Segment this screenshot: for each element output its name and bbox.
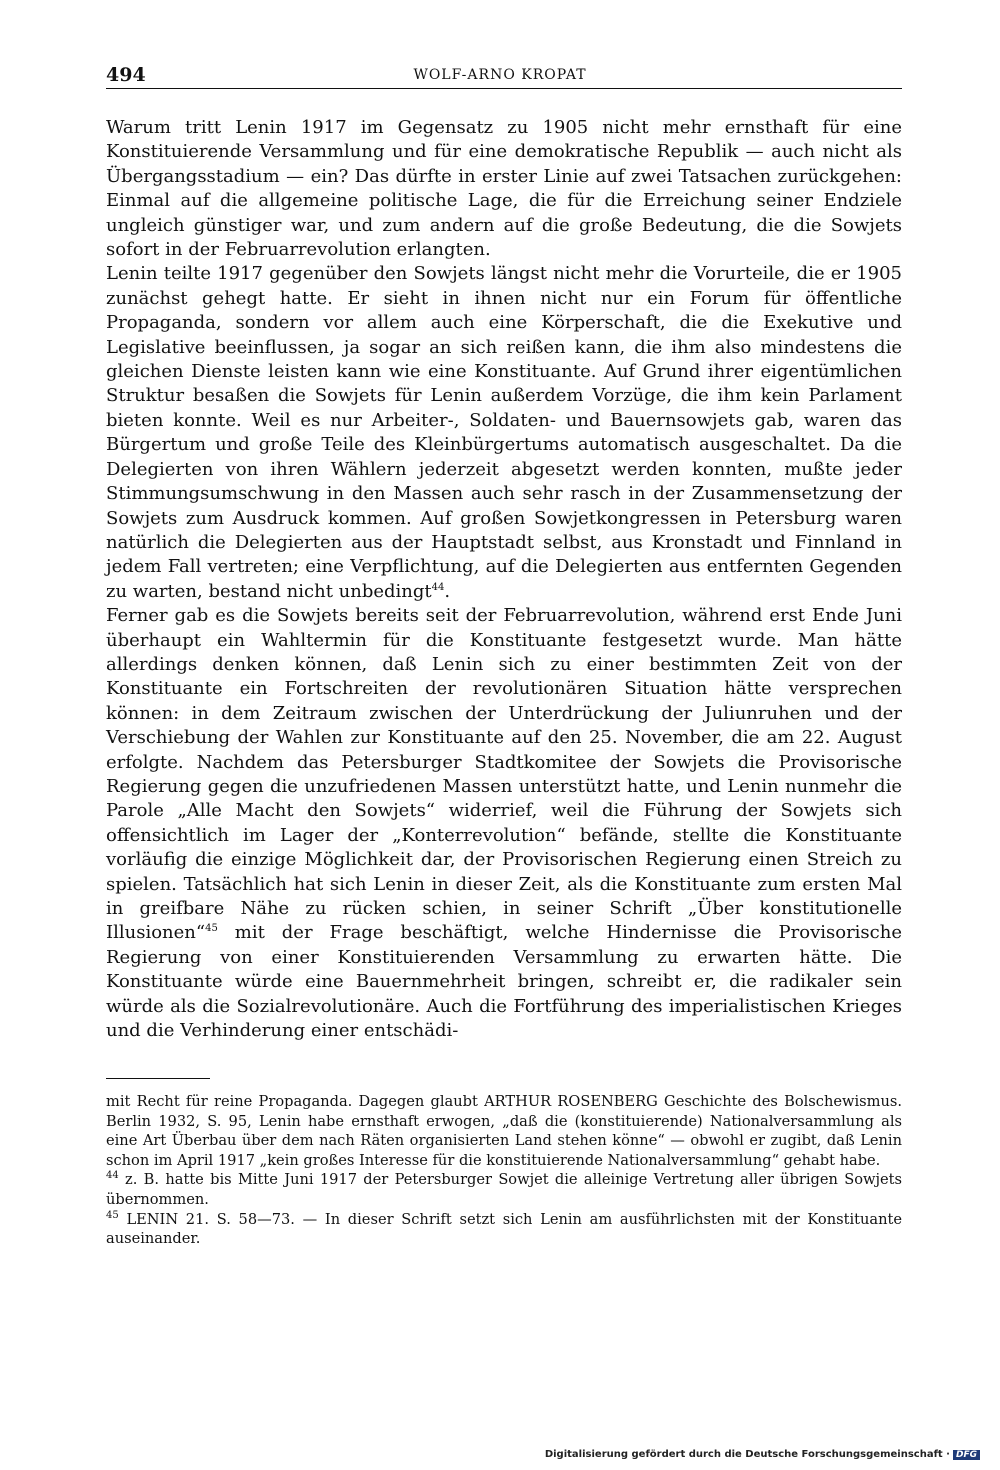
body-text [106, 116, 902, 1043]
header-rule [106, 88, 902, 89]
digitization-credit: Digitalisierung gefördert durch die Deutsche Forschungsgemeinschaft · DFG [545, 1449, 980, 1460]
dfg-logo-icon: DFG [953, 1450, 980, 1460]
paragraph: Warum tritt Lenin 1917 im Gegensatz zu 1905 nicht mehr ernsthaft für eine Konstituierende Versammlung und für eine demokratische Republik — auch nicht als Übergangsstadium — ein? Das dürfte in erster Linie auf zwei Tatsachen zurückgehen: Einmal auf die allgemeine politische Lage, die für die Erreichung seiner Endziele ungleich günstiger war, und zum andern auf die große Bedeutung, die die Sowjets sofort in der Februarrevolution erlangten. [106, 117, 902, 261]
footnote-ref-44[interactable]: 44 [431, 581, 445, 593]
page-number: 494 [106, 64, 146, 86]
footnote-ref-45[interactable]: 45 [205, 923, 218, 935]
footnote-45: $^{45}$ LENIN 21. S. 58—73. — In dieser Schrift setzt sich Lenin am ausführlichsten mit der Konstituante auseinander. [106, 1209, 902, 1248]
footnotes [106, 1092, 902, 1249]
paragraph: Lenin teilte 1917 gegenüber den Sowjets längst nicht mehr die Vorurteile, die er 1905 zunächst gehegt hatte. Er sieht in ihnen nicht nur ein Forum für öffentliche Propaganda, sondern vor allem auch eine Körperschaft, die die Exekutive und Legislative beeinflussen, ja sogar an sich reißen kann, die ihm also mindestens die gleichen Dienste leisten kann wie eine Konstituante. Auf Grund ihrer eigentümlichen Struktur besaßen die Sowjets für Lenin außerdem Vorzüge, die ihm kein Parlament bieten konnte. Weil es nur Arbeiter-, Soldaten- und Bauernsowjets gab, waren das Bürgertum und große Teile des Kleinbürgertums automatisch ausgeschaltet. Da die Delegierten von ihren Wählern jederzeit abgesetzt werden konnten, mußte jeder Stimmungsumschwung in den Massen auch sehr rasch in der Zusammensetzung der Sowjets zum Ausdruck kommen. Auf großen Sowjetkongressen in Petersburg waren natürlich die Delegierten aus der Hauptstadt selbst, aus Kronstadt und Finnland in jedem Fall vertreten; eine Verpflichtung, auf die Delegierten aus entfernten Gegenden zu warten, bestand nicht unbedingt$^{44}$. [106, 263, 902, 602]
paragraph: Ferner gab es die Sowjets bereits seit der Februarrevolution, während erst Ende Juni überhaupt ein Wahltermin für die Konstituante festgesetzt wurde. Man hätte allerdings denken können, daß Lenin sich zu einer bestimmten Zeit von der Konstituante ein Fortschreiten der revolutionären Situation hätte versprechen können: in dem Zeitraum zwischen der Unterdrückung der Juliunruhen und der Verschiebung der Wahlen zur Konstituante auf den 25. November, die am 22. August erfolgte. Nachdem das Petersburger Stadtkomitee der Sowjets die Provisorische Regierung gegen die unzufriedenen Massen unterstützt hatte, und Lenin nunmehr die Parole „Alle Macht den Sowjets“ widerrief, weil die Führung der Sowjets sich offensichtlich im Lager der „Konterrevolution“ befände, stellte die Konstituante vorläufig die einzige Möglichkeit dar, der Provisorischen Regierung einen Streich zu spielen. Tatsächlich hat sich Lenin in dieser Zeit, als die Konstituante zum ersten Mal in greifbare Nähe zu rücken schien, in seiner Schrift „Über konstitutionelle Illusionen“$^{45}$ mit der Frage beschäftigt, welche Hindernisse die Provisorische Regierung von einer Konstituierenden Versammlung zu erwarten hätte. Die Konstituante würde eine Bauernmehrheit bringen, schreibt er, die radikaler sein würde als die Sozialrevolutionäre. Auch die Fortführung des imperialistischen Krieges und die Verhinderung einer entschädi- [106, 605, 902, 1042]
footnote-44: $^{44}$ z. B. hatte bis Mitte Juni 1917 der Petersburger Sowjet die alleinige Vertretung aller übrigen Sowjets übernommen. [106, 1170, 902, 1208]
footnote-continued: mit Recht für reine Propaganda. Dagegen glaubt ARTHUR ROSENBERG Geschichte des Bolschewismus. Berlin 1932, S. 95, Lenin habe ernsthaft erwogen, „daß die (konstituierende) Nationalversammlung als eine Art Überbau über dem nach Räten organisierten Land stehen könne“ — obwohl er zugibt, daß Lenin schon im April 1917 „kein großes Interesse für die konstituierende Nationalversammlung“ gehabt habe. [106, 1093, 902, 1169]
footnote-rule [106, 1078, 210, 1079]
running-head: WOLF-ARNO KROPAT [413, 67, 587, 83]
